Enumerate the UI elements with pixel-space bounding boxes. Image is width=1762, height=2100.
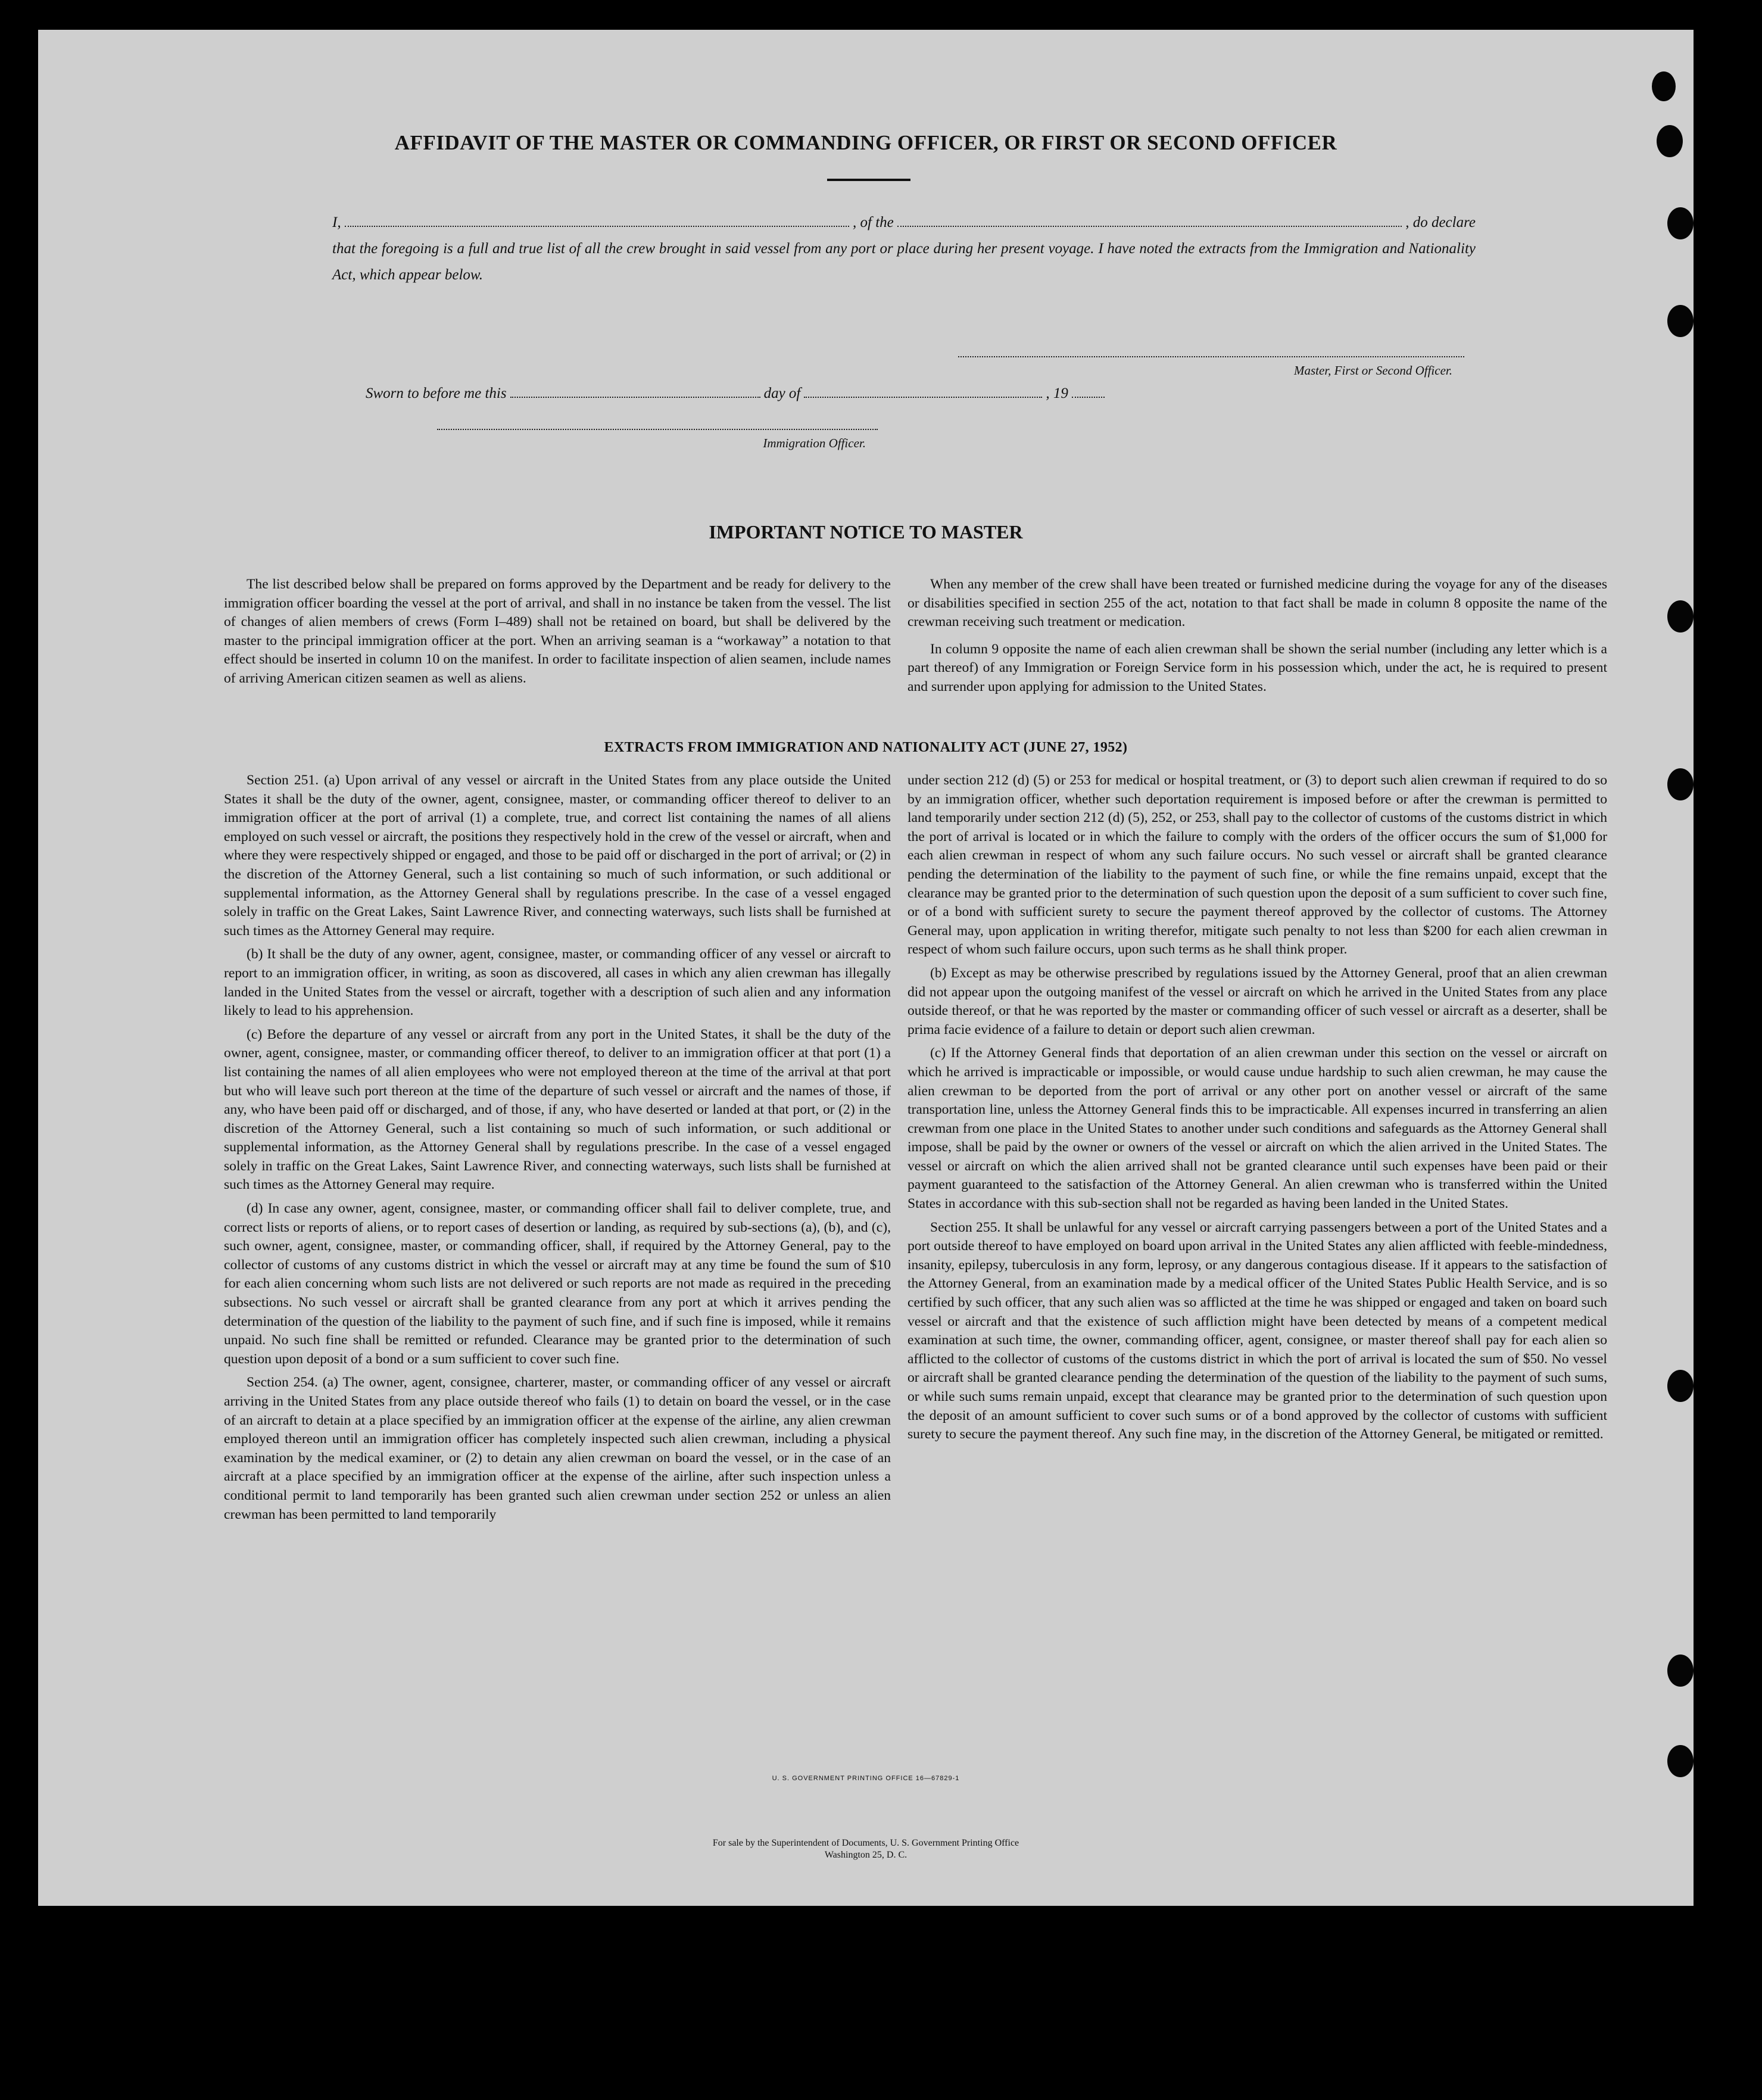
section-251c: (c) Before the departure of any vessel or aircraft from any port in the United States, it shall be the duty of the owner, agent, consignee, master, or commanding officer thereof, to deliver to an immigration officer at that port (1) a list containing the names of all alien employees who were not employed thereon at the time of the arrival at that port but who will leave such port thereon at the time of the departure of such vessel or aircraft and the names of those, if any, who have been paid off or discharged, and of those, if any, who have deserted or landed at that port, or (2) in the discretion of the Attorney General, such a list containing so much of such information, or such additional or supplemental information, as the Attorney General shall by regulations prescribe. In the case of a vessel engaged solely in traffic on the Great Lakes, Saint Lawrence River, and connecting waterways, such lists shall be furnished at such times as the Attorney General may require. (224, 1026, 891, 1193)
year-label: , 19 (1046, 385, 1068, 401)
do-declare-label: , do declare (1405, 214, 1476, 230)
day-of-label: day of (763, 385, 801, 401)
immigration-officer-block (437, 429, 878, 451)
declaration-text: that the foregoing is a full and true list of all the crew brought in said vessel from any port or place during her present voyage. I have noted the extracts from the Immigration and Nationality Act, which appear below. (332, 241, 1476, 283)
master-signature-block (958, 356, 1464, 378)
section-251b: (b) It shall be the duty of any owner, agent, consignee, master, or commanding officer of any vessel or aircraft to report to an immigration officer, in writing, as soon as discovered, all cases in which any alien crewman has illegally landed in the United States from the vessel or aircraft, together with a description of such alien and any information likely to lead to his apprehension. (224, 946, 891, 1019)
punch-hole (1667, 600, 1694, 633)
sale-line-2: Washington 25, D. C. (824, 1850, 907, 1860)
document-page (38, 30, 1694, 1906)
punch-hole (1657, 125, 1683, 157)
sworn-year-field[interactable] (1072, 382, 1105, 398)
sworn-month-field[interactable] (804, 382, 1042, 398)
notice-title: IMPORTANT NOTICE TO MASTER (709, 521, 1023, 543)
notice-right-column (907, 575, 1607, 697)
immigration-officer-label: Immigration Officer. (763, 436, 866, 450)
extracts-left-column (224, 771, 891, 1524)
notice-right-paragraph-1: When any member of the crew shall have been treated or furnished medicine during the voyage for any of the diseases or disabilities specified in section 255 of the act, notation to that fact shall be made in column 8 opposite the name of the crewman receiving such treatment or medication. (907, 577, 1607, 630)
name-field[interactable] (345, 211, 849, 227)
section-254a: Section 254. (a) The owner, agent, consignee, charterer, master, or commanding officer of any vessel or aircraft arriving in the United States from any place outside thereof who fails (1) to detain on board the vessel, or in the case of an aircraft to detain at a place specified by an immigration officer at the expense of the airline, any alien crewman employed thereon until an immigration officer has completely inspected such alien crewman, including a physical examination by the medical examiner, or (2) to detain any alien crewman on board the vessel, or in the case of an aircraft at a place specified by an immigration officer at the expense of the airline, after such inspection unless a conditional permit to land temporarily has been granted such alien crewman under section 252 or unless an alien crewman has been permitted to land temporarily (224, 1375, 891, 1522)
punch-hole (1667, 305, 1694, 337)
sale-notice (38, 1837, 1694, 1861)
punch-hole (1667, 768, 1694, 800)
master-signature-line[interactable] (958, 356, 1464, 363)
punch-hole (1652, 71, 1676, 101)
vessel-field[interactable] (897, 211, 1402, 227)
section-254b: (b) Except as may be otherwise prescribed by regulations issued by the Attorney General, proof that an alien crewman did not appear upon the outgoing manifest of the vessel or aircraft on which he arrived in the United States from any place outside thereof, or that he was reported by the master or commanding officer of such vessel or aircraft as a deserter, shall be prima facie evidence of a failure to detain or deport such alien crewman. (907, 965, 1607, 1037)
gpo-line: U. S. GOVERNMENT PRINTING OFFICE 16—67829-1 (772, 1775, 960, 1782)
affidavit-title: AFFIDAVIT OF THE MASTER OR COMMANDING OFFICER, OR FIRST OR SECOND OFFICER (394, 131, 1337, 154)
punch-hole (1667, 1655, 1694, 1687)
notice-left-paragraph: The list described below shall be prepared on forms approved by the Department and be ready for delivery to the immigration officer boarding the vessel at the port of arrival, and shall in no instance be taken from the vessel. The list of changes of alien members of crews (Form I–489) shall not be retained on board, but shall be delivered by the master to the principal immigration officer at the port. When an arriving seaman is a “workaway” a notation to that effect should be inserted in column 10 on the manifest. In order to facilitate inspection of alien seamen, include names of arriving American citizen seamen as well as aliens. (224, 577, 891, 686)
punch-hole (1667, 207, 1694, 239)
sworn-day-field[interactable] (510, 382, 760, 398)
of-the-label: , of the (853, 214, 894, 230)
extracts-right-column (907, 771, 1607, 1444)
sworn-label: Sworn to before me this (366, 385, 507, 401)
sale-line-1: For sale by the Superintendent of Documents, U. S. Government Printing Office (712, 1838, 1019, 1848)
section-254c: (c) If the Attorney General finds that deportation of an alien crewman under this section on the vessel or aircraft on which he arrived is impracticable or impossible, or would cause undue hardship to such alien crewman, he may cause the alien crewman to be deported from the port of arrival or any other port on another vessel or aircraft of the same transportation line, unless the Attorney General finds this to be impracticable. All expenses incurred in transferring an alien crewman from one place in the United States to another under such conditions and safeguards as the Attorney General shall impose, shall be paid by the owner or owners of the vessel or aircraft on which the alien arrived in the United States. The vessel or aircraft on which the alien arrived shall not be granted clearance until such expenses have been paid or their payment guaranteed to the satisfaction of the Attorney General. An alien crewman who is transferred within the United States in accordance with this sub-section shall not be regarded as having been landed in the United States. (907, 1045, 1607, 1212)
declaration-block (332, 210, 1476, 288)
section-255: Section 255. It shall be unlawful for any vessel or aircraft carrying passengers between a port of the United States and a port outside thereof to have employed on board upon arrival in the United States any alien afflicted with feeble-mindedness, insanity, epilepsy, tuberculosis in any form, leprosy, or any dangerous contagious disease. If it appears to the satisfaction of the Attorney General, from an examination made by a medical officer of the United States Public Health Service, and is so certified by such officer, that any such alien was so afflicted at the time he was shipped or engaged and taken on board such vessel or aircraft and that the existence of such affliction might have been detected by means of a competent medical examination at such time, the owner, commanding officer, agent, consignee, or master thereof shall pay for each alien so afflicted to the collector of customs of the customs district in which the port of arrival is located the sum of $50. No vessel or aircraft shall be granted clearance pending the determination of the question of the liability to the payment of such sums, or while such sums remain unpaid, except that clearance may be granted prior to the determination of such question upon the deposit of an amount sufficient to cover such sums or of a bond approved by the collector of customs with sufficient surety to secure the payment thereof. Any such fine may, in the discretion of the Attorney General, be mitigated or remitted. (907, 1219, 1607, 1442)
immigration-officer-line[interactable] (437, 429, 878, 436)
notice-left-column (224, 575, 891, 688)
sworn-line (366, 382, 1187, 402)
punch-hole (1667, 1370, 1694, 1402)
notice-right-paragraph-2: In column 9 opposite the name of each alien crewman shall be shown the serial number (including any letter which is a part thereof) of any Immigration or Foreign Service form in his possession which, under the act, he is required to present and surrender upon applying for admission to the United States. (907, 641, 1607, 694)
declaration-line (332, 210, 1476, 236)
punch-hole (1667, 1745, 1694, 1777)
title-rule (827, 179, 910, 181)
master-signature-label: Master, First or Second Officer. (1294, 363, 1452, 378)
section-251d: (d) In case any owner, agent, consignee, master, or commanding officer shall fail to deliver complete, true, and correct lists or reports of aliens, or to report cases of desertion or landing, as required by sub-sections (a), (b), and (c), such owner, agent, consignee, master, or commanding officer, shall, if required by the Attorney General, pay to the collector of customs of any customs district in which the vessel or aircraft may at any time be found the sum of $10 for each alien concerning whom such lists are not delivered or such reports are not made as required in the preceding subsections. No such vessel or aircraft shall be granted clearance from any port at which it arrives pending the determination of the question of the liability to the payment of such fine, and if such fine is imposed, while it remains unpaid. No such fine shall be remitted or refunded. Clearance may be granted prior to the determination of such question upon deposit of a bond or a sum sufficient to cover such fine. (224, 1201, 891, 1367)
section-251a: Section 251. (a) Upon arrival of any vessel or aircraft in the United States from any place outside the United States it shall be the duty of the owner, agent, consignee, master, or commanding officer thereof to deliver to an immigration officer at the port of arrival (1) a complete, true, and correct list containing the names of all aliens employed on such vessel or aircraft, the positions they respectively hold in the crew of the vessel or aircraft, when and where they were respectively shipped or engaged, and those to be paid off or discharged in the port of arrival; or (2) in the discretion of the Attorney General, such a list containing so much of such information, or such additional or supplemental information, as the Attorney General shall by regulations prescribe. In the case of a vessel engaged solely in traffic on the Great Lakes, Saint Lawrence River, and connecting waterways, such lists shall be furnished at such times as the Attorney General may require. (224, 772, 891, 939)
section-254a-continued: under section 212 (d) (5) or 253 for medical or hospital treatment, or (3) to deport such alien crewman if required to do so by an immigration officer, whether such deportation requirement is imposed before or after the crewman is permitted to land temporarily under section 212 (d) (5), 252, or 253, shall pay to the collector of customs of the customs district in which the port of arrival is located or in which the failure to comply with the orders of the officer occurs the sum of $1,000 for each alien crewman in respect of whom any such failure occurs. No such vessel or aircraft shall be granted clearance pending the determination of the liability to the payment of such fine, or while the fine remains unpaid, except that the clearance may be granted prior to the determination of such question upon the deposit of a sum sufficient to cover such fine, or of a bond with sufficient surety to secure the payment thereof approved by the collector of customs. The Attorney General may, upon application in writing therefor, mitigate such penalty to not less than $200 for each alien crewman in respect of whom such failure occurs, upon such terms as he shall think proper. (907, 772, 1607, 958)
extracts-title: EXTRACTS FROM IMMIGRATION AND NATIONALITY ACT (JUNE 27, 1952) (604, 740, 1128, 755)
i-label: I, (332, 214, 341, 230)
